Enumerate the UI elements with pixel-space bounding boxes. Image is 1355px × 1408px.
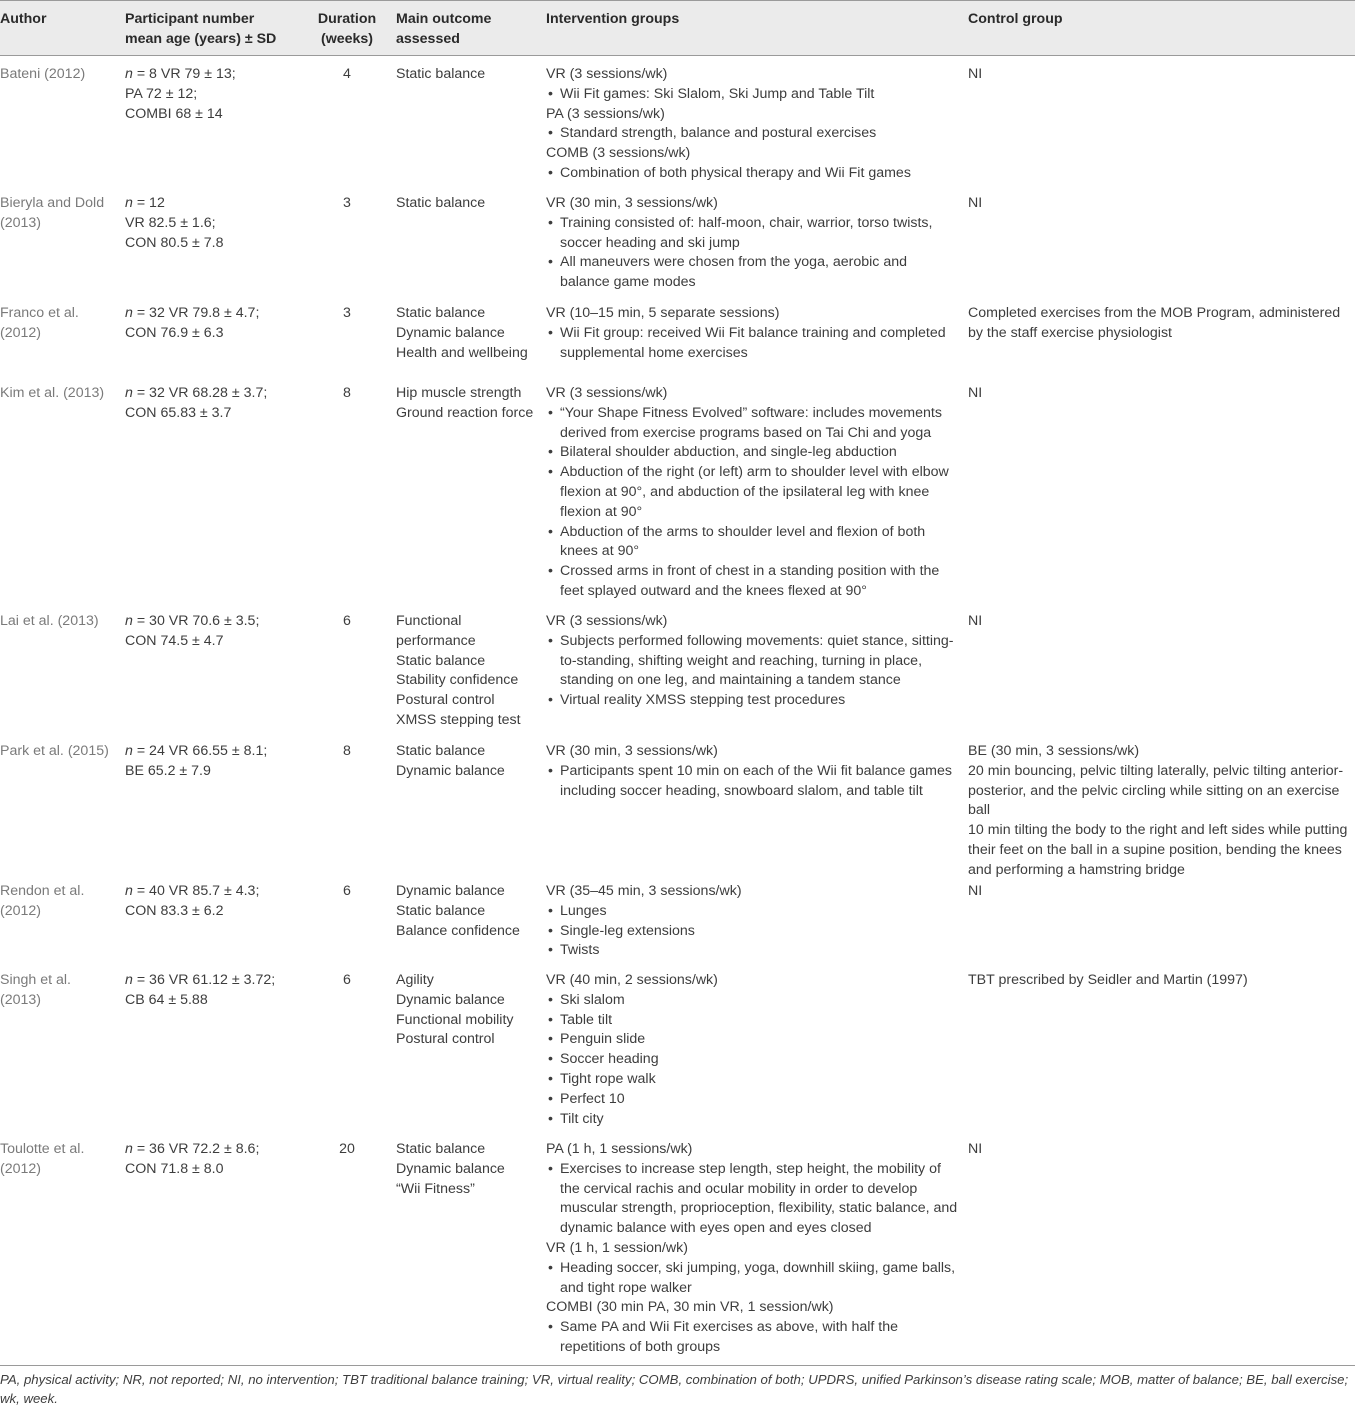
participants-line: n = 40 VR 85.7 ± 4.3; xyxy=(125,883,260,899)
author-line: Lai et al. (2013) xyxy=(0,613,99,629)
intervention-list xyxy=(546,164,960,184)
intervention-item: • Bilateral shoulder abduction, and single-leg abduction xyxy=(546,443,960,463)
outcome-line: Dynamic balance xyxy=(396,324,505,341)
intervention-item: • Twists xyxy=(546,941,960,961)
intervention-list xyxy=(546,902,960,961)
author-line: (2013) xyxy=(0,214,42,231)
cell-outcomes xyxy=(396,971,539,1050)
control-line: NI xyxy=(968,66,983,82)
cell-duration: 4 xyxy=(343,66,351,82)
n-symbol: n xyxy=(125,613,133,629)
control-line: TBT prescribed by Seidler and Martin (1997) xyxy=(968,972,1248,988)
cell-participants xyxy=(125,971,305,1011)
participants-line: BE 65.2 ± 7.9 xyxy=(125,762,211,779)
participants-line: CON 74.5 ± 4.7 xyxy=(125,632,224,649)
intervention-item: • Penguin slide xyxy=(546,1030,960,1050)
outcome-line: Functional xyxy=(396,613,462,629)
control-line: NI xyxy=(968,1141,983,1157)
intervention-item: • All maneuvers were chosen from the yoga, aerobic and balance game modes xyxy=(546,253,960,293)
author-line: (2013) xyxy=(0,991,42,1008)
participants-line: CON 65.83 ± 3.7 xyxy=(125,404,232,421)
cell-duration: 8 xyxy=(343,743,351,759)
cell-intervention xyxy=(546,1140,960,1358)
cell-outcomes xyxy=(396,304,539,363)
cell-control xyxy=(968,1140,1353,1160)
cell-intervention xyxy=(546,742,960,801)
intervention-item: • Subjects performed following movements: quiet stance, sitting-to-standing, shifting weight and reaching, turning in place, standing on one leg, and maintaining a tandem stance xyxy=(546,632,960,691)
intervention-item: • Single-leg extensions xyxy=(546,922,960,942)
cell-author xyxy=(0,882,118,922)
cell-intervention xyxy=(546,971,960,1129)
participants-line: n = 36 VR 61.12 ± 3.72; xyxy=(125,972,276,988)
control-line: NI xyxy=(968,883,983,899)
intervention-item: • Lunges xyxy=(546,902,960,922)
cell-participants xyxy=(125,612,305,652)
participants-line: n = 30 VR 70.6 ± 3.5; xyxy=(125,613,260,629)
author-line: Singh et al. xyxy=(0,972,71,988)
intervention-list xyxy=(546,124,960,144)
outcome-line: XMSS stepping test xyxy=(396,711,521,728)
n-symbol: n xyxy=(125,1141,133,1157)
cell-duration: 3 xyxy=(343,305,351,321)
outcome-line: Stability confidence xyxy=(396,672,519,689)
cell-duration: 6 xyxy=(343,613,351,629)
intervention-list xyxy=(546,404,960,602)
cell-author xyxy=(0,1140,118,1180)
header-duration: Duration (weeks) xyxy=(317,11,377,47)
cell-author xyxy=(0,612,118,632)
cell-control xyxy=(968,194,1353,214)
participants-line: n = 36 VR 72.2 ± 8.6; xyxy=(125,1141,260,1157)
outcome-line: Static balance xyxy=(396,743,486,759)
cell-control xyxy=(968,65,1353,85)
n-symbol: n xyxy=(125,972,133,988)
outcome-line: Static balance xyxy=(396,1141,486,1157)
outcome-line: Static balance xyxy=(396,66,486,82)
intervention-item: • Same PA and Wii Fit exercises as above, with half the repetitions of both groups xyxy=(546,1318,960,1358)
control-line: NI xyxy=(968,195,983,211)
cell-intervention xyxy=(546,882,960,961)
n-symbol: n xyxy=(125,66,133,82)
participants-line: n = 32 VR 68.28 ± 3.7; xyxy=(125,385,268,401)
n-symbol: n xyxy=(125,743,133,759)
cell-participants xyxy=(125,1140,305,1180)
intervention-item: • Training consisted of: half-moon, chair, warrior, torso twists, soccer heading and ski jump xyxy=(546,214,960,254)
cell-outcomes xyxy=(396,612,539,731)
intervention-group: VR (3 sessions/wk) xyxy=(546,613,668,629)
cell-control xyxy=(968,742,1353,881)
intervention-item: • Combination of both physical therapy and Wii Fit games xyxy=(546,164,960,184)
participants-line: VR 82.5 ± 1.6; xyxy=(125,214,216,231)
n-symbol: n xyxy=(125,305,133,321)
intervention-group: PA (3 sessions/wk) xyxy=(546,105,665,122)
intervention-list xyxy=(546,762,960,802)
cell-participants xyxy=(125,384,305,424)
intervention-list xyxy=(546,85,960,105)
cell-outcomes xyxy=(396,65,539,85)
header-author: Author xyxy=(0,11,47,27)
cell-outcomes xyxy=(396,384,539,424)
cell-author xyxy=(0,384,118,404)
control-line: NI xyxy=(968,385,983,401)
participants-line: n = 8 VR 79 ± 13; xyxy=(125,66,236,82)
intervention-item: • Wii Fit group: received Wii Fit balance training and completed supplemental home exercises xyxy=(546,324,960,364)
cell-control xyxy=(968,304,1353,344)
cell-duration: 6 xyxy=(343,883,351,899)
author-line: Toulotte et al. xyxy=(0,1141,85,1157)
participants-line: PA 72 ± 12; xyxy=(125,85,198,102)
intervention-item: • Abduction of the right (or left) arm to shoulder level with elbow flexion at 90°, and abduction of the ipsilateral leg with knee flexion at 90° xyxy=(546,463,960,522)
cell-outcomes xyxy=(396,882,539,941)
intervention-group: VR (3 sessions/wk) xyxy=(546,385,668,401)
cell-control xyxy=(968,882,1353,902)
outcome-line: Dynamic balance xyxy=(396,883,505,899)
intervention-list xyxy=(546,214,960,293)
author-line: Bieryla and Dold xyxy=(0,195,105,211)
control-line: 20 min bouncing, pelvic tilting laterally, pelvic tilting anterior-posterior, and the pelvic circling while sitting on an exercise ball xyxy=(968,762,1344,819)
intervention-item: • “Your Shape Fitness Evolved” software: includes movements derived from exercise programs based on Tai Chi and yoga xyxy=(546,404,960,444)
participants-line: CON 80.5 ± 7.8 xyxy=(125,234,224,251)
intervention-group: COMB (3 sessions/wk) xyxy=(546,145,691,162)
outcome-line: Health and wellbeing xyxy=(396,344,528,361)
intervention-group: VR (3 sessions/wk) xyxy=(546,66,668,82)
author-line: (2012) xyxy=(0,324,42,341)
cell-intervention xyxy=(546,384,960,602)
cell-participants xyxy=(125,882,305,922)
control-line: BE (30 min, 3 sessions/wk) xyxy=(968,743,1140,759)
outcome-line: Postural control xyxy=(396,692,495,709)
author-line: Rendon et al. xyxy=(0,883,85,899)
cell-duration: 20 xyxy=(339,1141,355,1157)
header-intervention: Intervention groups xyxy=(546,11,680,27)
cell-participants xyxy=(125,65,305,124)
n-symbol: n xyxy=(125,883,133,899)
intervention-item: • Exercises to increase step length, step height, the mobility of the cervical rachis and ocular mobility in order to develop muscular strength, proprioception, flexibility, static balance, and dynamic balance with eyes open and eyes closed xyxy=(546,1160,960,1239)
cell-outcomes xyxy=(396,742,539,782)
n-symbol: n xyxy=(125,195,133,211)
table-bottom-rule xyxy=(0,1365,1355,1366)
outcome-line: Dynamic balance xyxy=(396,991,505,1008)
cell-duration: 6 xyxy=(343,972,351,988)
participants-line: CON 71.8 ± 8.0 xyxy=(125,1160,224,1177)
cell-author xyxy=(0,971,118,1011)
intervention-group: VR (35–45 min, 3 sessions/wk) xyxy=(546,883,742,899)
intervention-group: VR (30 min, 3 sessions/wk) xyxy=(546,195,718,211)
intervention-group: VR (40 min, 2 sessions/wk) xyxy=(546,972,718,988)
intervention-list xyxy=(546,1160,960,1239)
header-outcome: Main outcome assessed xyxy=(396,11,492,47)
cell-intervention xyxy=(546,304,960,363)
participants-line: n = 24 VR 66.55 ± 8.1; xyxy=(125,743,268,759)
cell-author xyxy=(0,194,118,234)
cell-outcomes xyxy=(396,1140,539,1199)
intervention-list xyxy=(546,632,960,711)
outcome-line: Postural control xyxy=(396,1031,495,1048)
intervention-item: • Abduction of the arms to shoulder level and flexion of both knees at 90° xyxy=(546,523,960,563)
table-header xyxy=(0,0,1355,56)
intervention-item: • Soccer heading xyxy=(546,1050,960,1070)
outcome-line: Balance confidence xyxy=(396,922,520,939)
outcome-line: Static balance xyxy=(396,305,486,321)
outcome-line: Dynamic balance xyxy=(396,1160,505,1177)
control-line: Completed exercises from the MOB Program, administered by the staff exercise physiologist xyxy=(968,305,1341,341)
intervention-item: • Participants spent 10 min on each of the Wii fit balance games including soccer heading, snowboard slalom, and table tilt xyxy=(546,762,960,802)
intervention-item: • Ski slalom xyxy=(546,991,960,1011)
participants-line: COMBI 68 ± 14 xyxy=(125,105,223,122)
participants-line: n = 32 VR 79.8 ± 4.7; xyxy=(125,305,260,321)
intervention-group: VR (30 min, 3 sessions/wk) xyxy=(546,743,718,759)
cell-author xyxy=(0,742,118,762)
intervention-item: • Tight rope walk xyxy=(546,1070,960,1090)
intervention-list xyxy=(546,991,960,1130)
intervention-item: • Virtual reality XMSS stepping test procedures xyxy=(546,691,960,711)
intervention-item: • Standard strength, balance and postural exercises xyxy=(546,124,960,144)
cell-intervention xyxy=(546,194,960,293)
participants-line: CON 76.9 ± 6.3 xyxy=(125,324,224,341)
n-symbol: n xyxy=(125,385,133,401)
intervention-item: • Perfect 10 xyxy=(546,1090,960,1110)
outcome-line: Static balance xyxy=(396,902,486,919)
intervention-item: • Wii Fit games: Ski Slalom, Ski Jump and Table Tilt xyxy=(546,85,960,105)
participants-line: CB 64 ± 5.88 xyxy=(125,991,208,1008)
outcome-line: Hip muscle strength xyxy=(396,385,522,401)
cell-outcomes xyxy=(396,194,539,214)
intervention-list xyxy=(546,324,960,364)
author-line: (2012) xyxy=(0,902,42,919)
author-line: Kim et al. (2013) xyxy=(0,385,105,401)
author-line: Franco et al. xyxy=(0,305,79,321)
cell-participants xyxy=(125,304,305,344)
intervention-list xyxy=(546,1259,960,1299)
cell-intervention xyxy=(546,65,960,184)
intervention-item: • Tilt city xyxy=(546,1110,960,1130)
cell-participants xyxy=(125,742,305,782)
outcome-line: Functional mobility xyxy=(396,1011,514,1028)
cell-intervention xyxy=(546,612,960,711)
outcome-line: “Wii Fitness” xyxy=(396,1180,475,1197)
cell-control xyxy=(968,612,1353,632)
participants-line: n = 12 xyxy=(125,195,165,211)
cell-duration: 3 xyxy=(343,195,351,211)
author-line: (2012) xyxy=(0,1160,42,1177)
intervention-group: COMBI (30 min PA, 30 min VR, 1 session/wk) xyxy=(546,1299,834,1316)
cell-author xyxy=(0,304,118,344)
header-control: Control group xyxy=(968,11,1063,27)
outcome-line: Agility xyxy=(396,972,434,988)
intervention-list xyxy=(546,1318,960,1358)
header-participants: Participant number mean age (years) ± SD xyxy=(125,11,277,47)
outcome-line: Dynamic balance xyxy=(396,762,505,779)
table-footnote: PA, physical activity; NR, not reported; NI, no intervention; TBT traditional balance training; VR, virtual reality; COMB, combination of both; UPDRS, unified Parkinson’s disease rating scale; MOB, matter of balance; BE, ball exercise; wk, week. xyxy=(0,1372,1349,1406)
outcome-line: Static balance xyxy=(396,195,486,211)
cell-control xyxy=(968,971,1353,991)
intervention-item: • Table tilt xyxy=(546,1011,960,1031)
intervention-item: • Heading soccer, ski jumping, yoga, downhill skiing, game balls, and tight rope walker xyxy=(546,1259,960,1299)
outcome-line: Static balance xyxy=(396,652,486,669)
outcome-line: Ground reaction force xyxy=(396,404,534,421)
author-line: Bateni (2012) xyxy=(0,66,86,82)
cell-participants xyxy=(125,194,305,253)
cell-author xyxy=(0,65,118,85)
participants-line: CON 83.3 ± 6.2 xyxy=(125,902,224,919)
intervention-group: VR (10–15 min, 5 separate sessions) xyxy=(546,305,780,321)
intervention-item: • Crossed arms in front of chest in a standing position with the feet splayed outward and the knees flexed at 90° xyxy=(546,562,960,602)
intervention-group: VR (1 h, 1 session/wk) xyxy=(546,1239,688,1256)
cell-duration: 8 xyxy=(343,385,351,401)
control-line: NI xyxy=(968,613,983,629)
control-line: 10 min tilting the body to the right and left sides while putting their feet on the ball in a supine position, bending the knees and performing a hamstring bridge xyxy=(968,822,1348,878)
intervention-group: PA (1 h, 1 sessions/wk) xyxy=(546,1141,693,1157)
author-line: Park et al. (2015) xyxy=(0,743,109,759)
outcome-line: performance xyxy=(396,632,476,649)
cell-control xyxy=(968,384,1353,404)
